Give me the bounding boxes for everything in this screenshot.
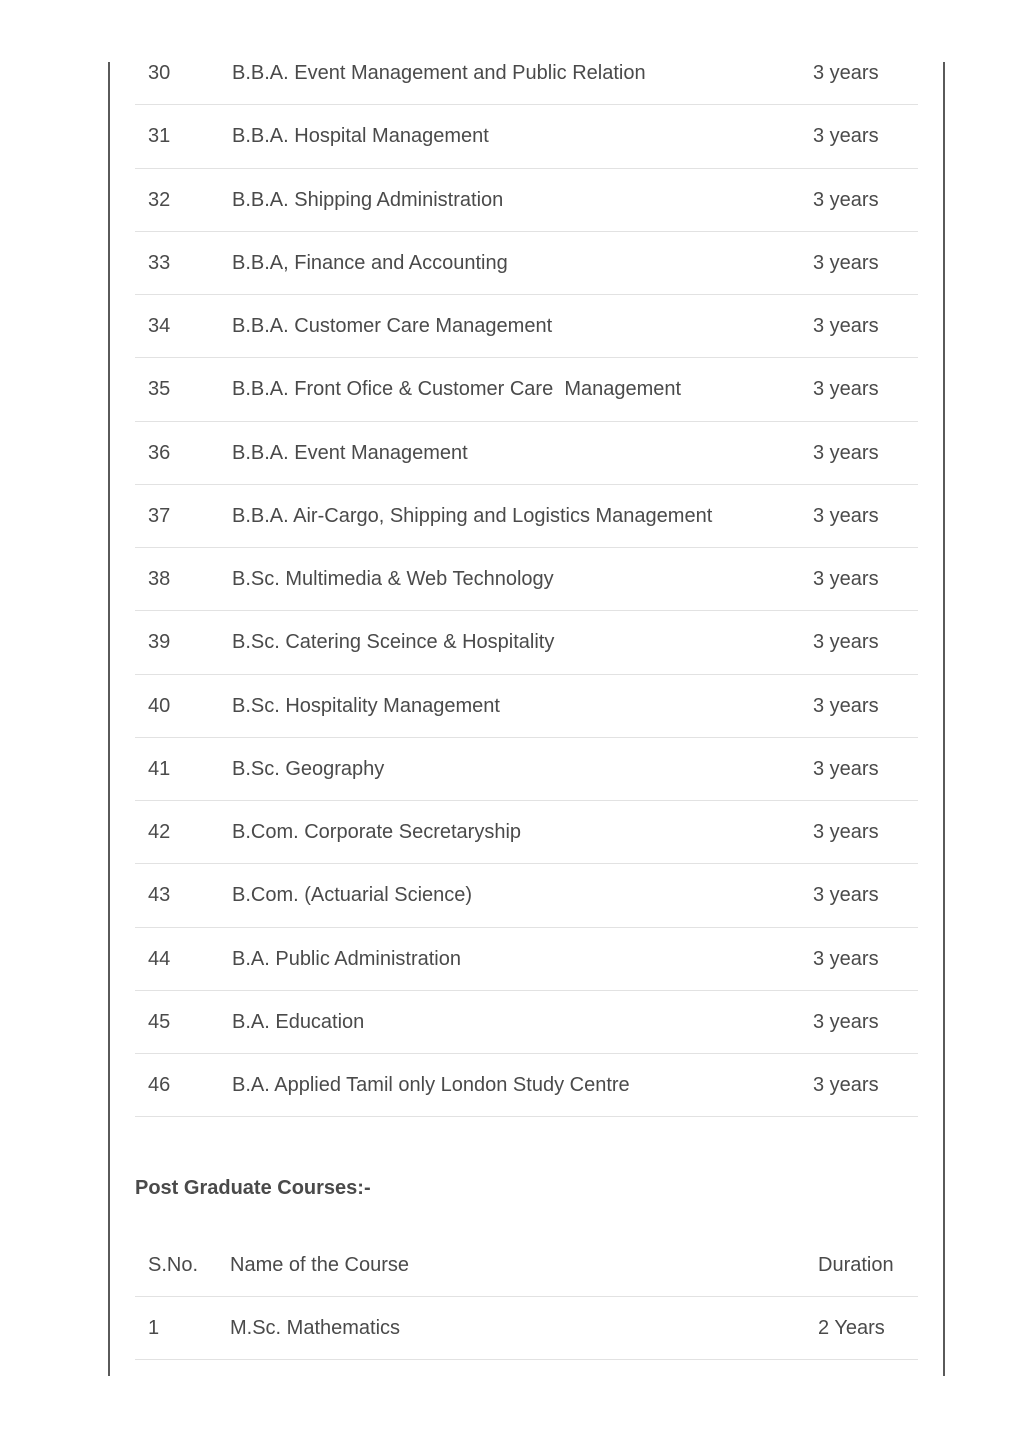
table-row [135, 548, 918, 611]
serial-number: 40 [148, 694, 171, 717]
course-duration: 3 years [813, 62, 879, 84]
course-duration: 3 years [813, 947, 879, 970]
course-name: B.B.A. Event Management and Public Relation [232, 62, 646, 84]
table-row [135, 675, 918, 738]
course-duration: 3 years [813, 315, 879, 337]
table-header-row [135, 1234, 918, 1297]
serial-number: 1 [148, 1317, 160, 1339]
course-name: B.A. Education [232, 1010, 365, 1033]
table-row [135, 358, 918, 421]
table-row [135, 801, 918, 864]
post-graduate-course-table [135, 1234, 918, 1360]
course-duration: 3 years [813, 125, 879, 148]
table-row [135, 232, 918, 295]
table-row [135, 485, 918, 548]
course-duration: 3 years [813, 1074, 879, 1096]
course-name: B.B.A. Event Management [232, 441, 468, 464]
course-name: B.Com. Corporate Secretaryship [232, 821, 522, 843]
course-duration: 3 years [813, 1010, 879, 1033]
undergraduate-course-table [135, 42, 918, 1117]
serial-number: 43 [148, 884, 171, 907]
serial-number: 30 [148, 62, 171, 84]
column-header-duration: Duration [818, 1254, 894, 1276]
serial-number: 45 [148, 1010, 171, 1033]
column-header-course-name: Name of the Course [230, 1254, 409, 1276]
course-duration: 3 years [813, 821, 879, 843]
serial-number: 38 [148, 568, 171, 590]
serial-number: 37 [148, 504, 171, 527]
course-duration: 3 years [813, 188, 879, 211]
course-name: B.B.A. Hospital Management [232, 125, 489, 148]
table-row [135, 1297, 918, 1360]
serial-number: 34 [148, 315, 171, 337]
serial-number: 32 [148, 188, 171, 211]
course-duration: 3 years [813, 251, 879, 274]
serial-number: 42 [148, 821, 171, 843]
column-header-sno: S.No. [148, 1254, 199, 1276]
course-duration: 2 Years [818, 1317, 885, 1339]
serial-number: 44 [148, 947, 171, 970]
course-name: B.B.A. Front Ofice & Customer Care Management [232, 378, 682, 401]
course-name: M.Sc. Mathematics [230, 1317, 401, 1339]
table-row [135, 169, 918, 232]
course-duration: 3 years [813, 694, 879, 717]
table-row [135, 1054, 918, 1117]
serial-number: 36 [148, 441, 171, 464]
course-name: B.Sc. Geography [232, 757, 385, 780]
course-duration: 3 years [813, 504, 879, 527]
course-duration: 3 years [813, 441, 879, 464]
course-name: B.B.A. Shipping Administration [232, 188, 504, 211]
serial-number: 39 [148, 631, 171, 654]
page-border-left [108, 62, 110, 1376]
table-row [135, 295, 918, 358]
course-name: B.A. Applied Tamil only London Study Centre [232, 1074, 630, 1096]
course-duration: 3 years [813, 568, 879, 590]
table-row [135, 105, 918, 168]
post-graduate-heading: Post Graduate Courses:- [135, 1177, 371, 1199]
table-row [135, 42, 918, 105]
table-row [135, 738, 918, 801]
table-row [135, 422, 918, 485]
course-name: B.B.A. Customer Care Management [232, 315, 553, 337]
serial-number: 35 [148, 378, 171, 401]
page-border-right [943, 62, 945, 1376]
course-duration: 3 years [813, 631, 879, 654]
course-duration: 3 years [813, 757, 879, 780]
serial-number: 31 [148, 125, 171, 148]
course-name: B.B.A. Air-Cargo, Shipping and Logistics Management [232, 504, 713, 527]
course-name: B.Sc. Hospitality Management [232, 694, 500, 717]
table-row [135, 991, 918, 1054]
serial-number: 33 [148, 251, 171, 274]
course-duration: 3 years [813, 884, 879, 907]
serial-number: 46 [148, 1074, 171, 1096]
course-name: B.A. Public Administration [232, 947, 461, 970]
course-name: B.Com. (Actuarial Science) [232, 884, 473, 907]
course-name: B.Sc. Catering Sceince & Hospitality [232, 631, 555, 654]
table-row [135, 611, 918, 674]
serial-number: 41 [148, 757, 171, 780]
course-name: B.B.A, Finance and Accounting [232, 251, 508, 274]
course-name: B.Sc. Multimedia & Web Technology [232, 568, 554, 590]
table-row [135, 928, 918, 991]
course-duration: 3 years [813, 378, 879, 401]
table-row [135, 864, 918, 927]
